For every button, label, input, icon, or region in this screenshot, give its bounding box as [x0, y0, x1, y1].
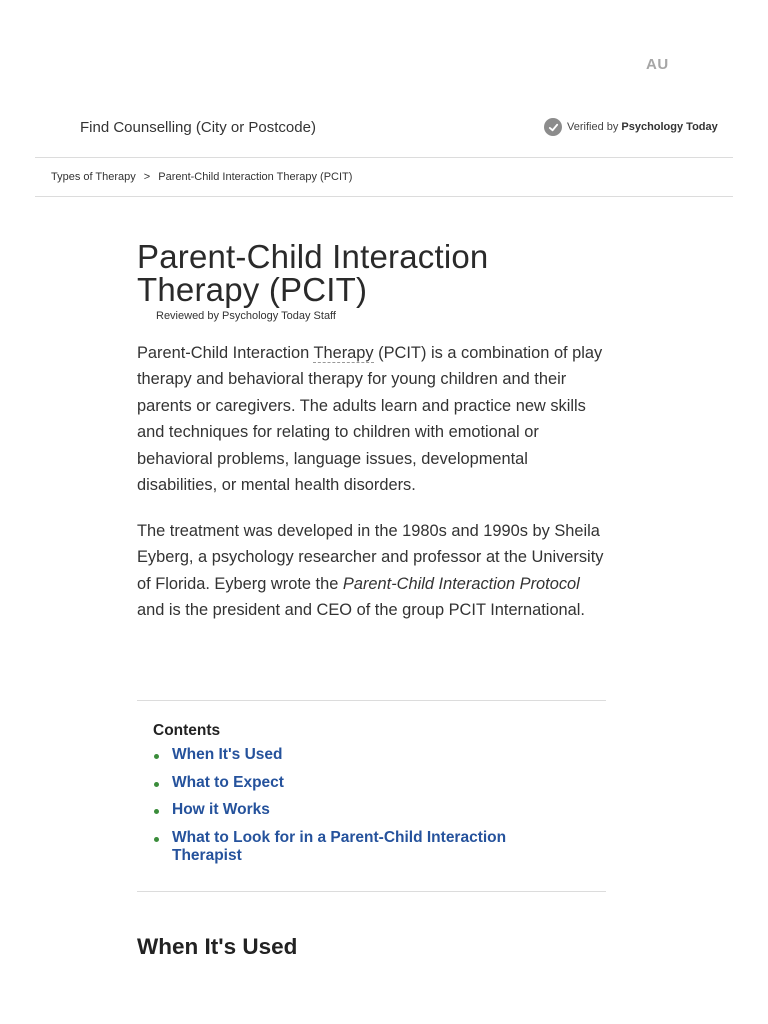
intro-text-start: Parent-Child Interaction — [137, 344, 314, 362]
contents-link-what-to-expect[interactable]: What to Expect — [153, 774, 573, 792]
contents-link-how-it-works[interactable]: How it Works — [153, 801, 573, 819]
history-text-start: The treatment was developed in the 1980s and 1990s by Sheila Eyberg, a psychology researcher and professor at the University of Florida. Eyberg wrote the — [137, 522, 604, 593]
history-paragraph — [137, 518, 609, 624]
verified-prefix: Verified by — [567, 121, 619, 133]
contents-top-divider — [137, 700, 606, 701]
history-text-end: and is the president and CEO of the group PCIT International. — [137, 601, 585, 620]
breadcrumb-divider — [35, 196, 733, 197]
checkmark-icon — [544, 118, 562, 136]
locale-selector[interactable]: AU — [646, 56, 669, 73]
breadcrumb-separator: > — [143, 171, 151, 183]
reviewed-by: Reviewed by Psychology Today Staff — [156, 310, 336, 322]
breadcrumb-item-types-of-therapy[interactable]: Types of Therapy — [51, 171, 136, 183]
verified-badge — [544, 118, 718, 136]
contents-link-when-used[interactable]: When It's Used — [153, 746, 573, 764]
intro-paragraph — [137, 340, 609, 498]
section-heading-when-used: When It's Used — [137, 934, 298, 959]
header-divider — [35, 157, 733, 158]
intro-text-end: (PCIT) is a combination of play therapy and behavioral therapy for young children and their parents or caregivers. The adults learn and practice new skills and techniques for relating to children with emotional or behavioral problems, language issues, developmental disabilities, or mental health disorders. — [137, 344, 603, 495]
protocol-title: Parent-Child Interaction Protocol — [342, 574, 580, 593]
contents-list — [153, 746, 573, 874]
find-counselling-link[interactable]: Find Counselling (City or Postcode) — [80, 119, 316, 136]
therapy-glossary-link[interactable]: Therapy — [313, 344, 374, 362]
breadcrumb — [51, 171, 352, 183]
page-title: Parent-Child Interaction Therapy (PCIT) — [137, 238, 489, 308]
contents-link-what-to-look-for[interactable]: What to Look for in a Parent-Child Interaction Therapist — [153, 829, 573, 865]
breadcrumb-item-current[interactable]: Parent-Child Interaction Therapy (PCIT) — [158, 171, 353, 183]
contents-bottom-divider — [137, 891, 606, 892]
verified-brand: Psychology Today — [621, 121, 718, 133]
checkmark-glyph — [548, 122, 559, 133]
contents-title: Contents — [153, 722, 221, 739]
